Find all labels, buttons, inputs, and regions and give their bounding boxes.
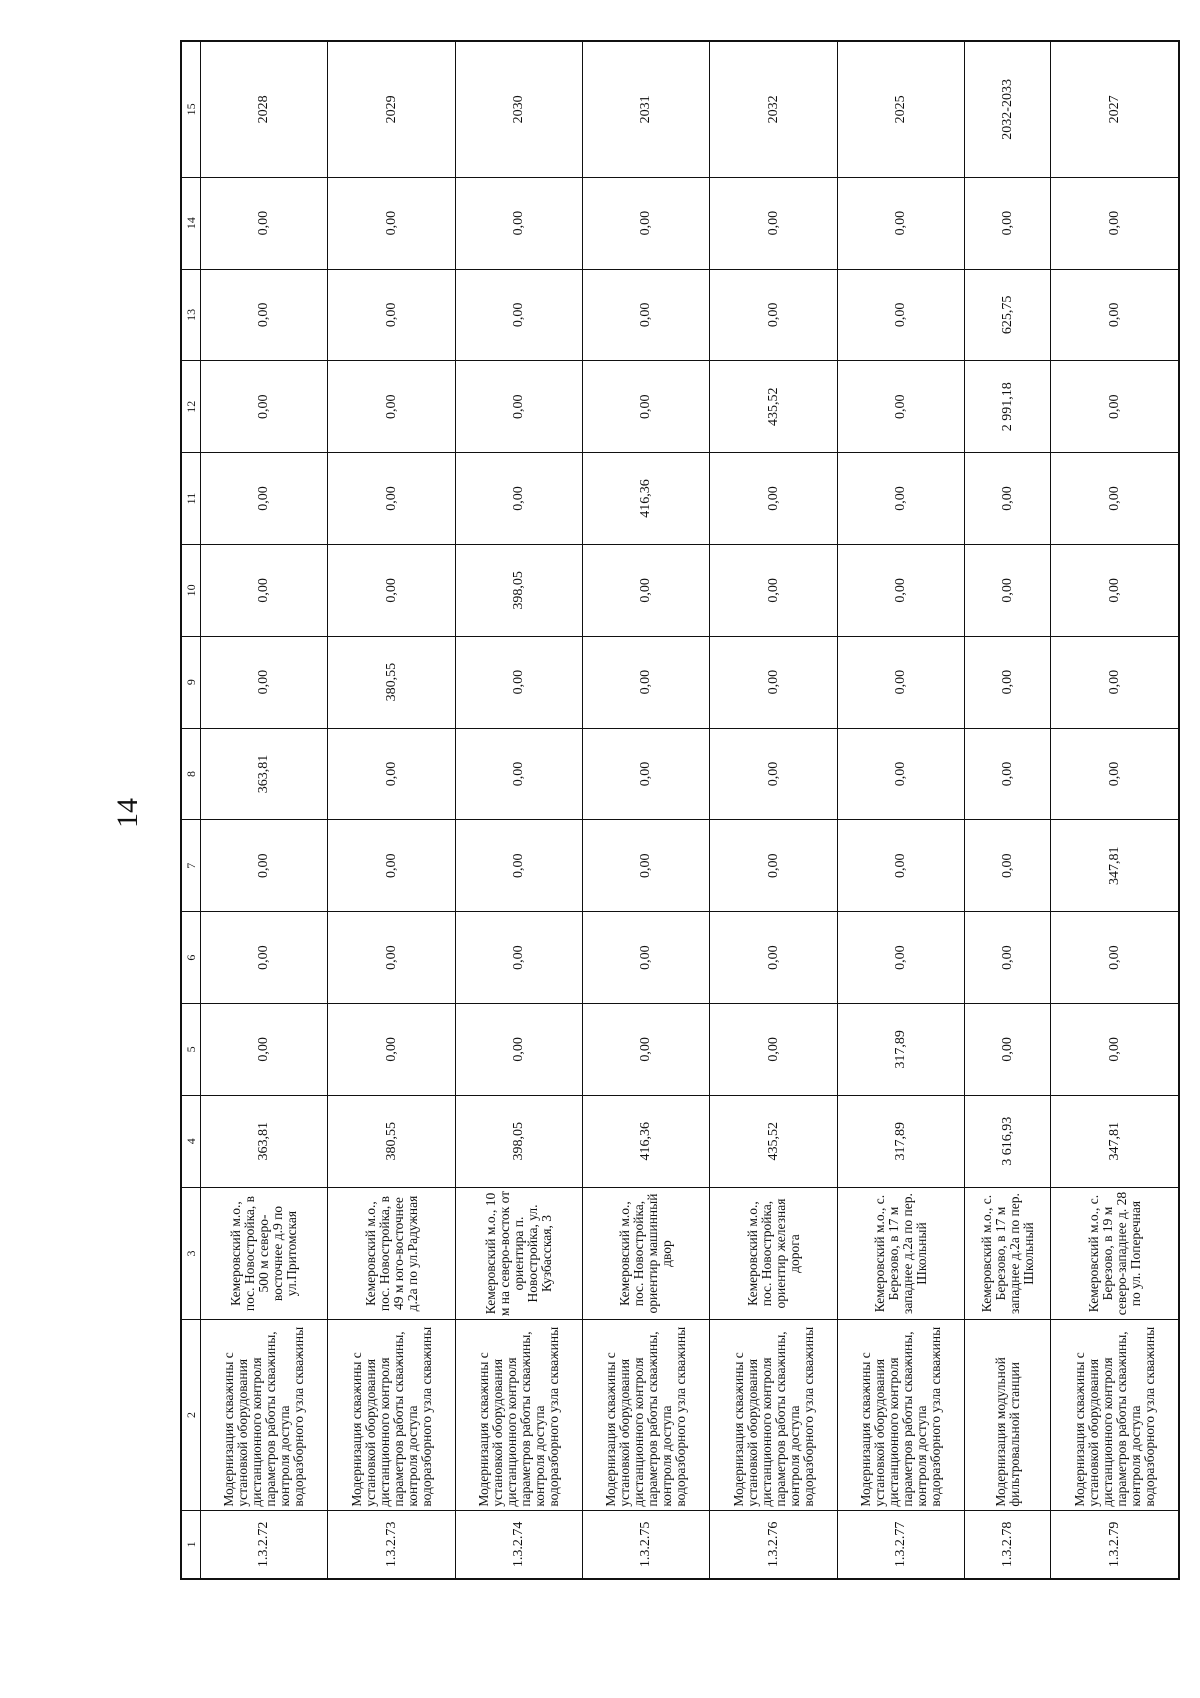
column-header: 5 (181, 1004, 201, 1096)
value-col7: 0,00 (837, 820, 964, 912)
table-row (710, 41, 837, 1579)
table-row (455, 41, 582, 1579)
item-address: Кемеровский м.о., пос. Новостройка, ориентир машинный двор (583, 1187, 710, 1320)
value-col10: 0,00 (965, 544, 1051, 636)
value-col11: 0,00 (710, 453, 837, 545)
column-header: 2 (181, 1320, 201, 1510)
column-header: 15 (181, 41, 201, 177)
item-code: 1.3.2.76 (710, 1510, 837, 1579)
value-col14: 0,00 (455, 177, 582, 269)
table-row (965, 41, 1051, 1579)
implementation-period: 2032 (710, 41, 837, 177)
value-col8: 0,00 (710, 728, 837, 820)
column-header: 11 (181, 453, 201, 545)
item-description: Модернизация модульной фильтровальной станции (965, 1320, 1051, 1510)
table-row (583, 41, 710, 1579)
value-col7: 0,00 (201, 820, 328, 912)
item-description: Модернизация скважины с установкой оборудования дистанционного контроля параметров работы скважины, контроля доступа водоразборного узла скважины (710, 1320, 837, 1510)
value-col8: 0,00 (583, 728, 710, 820)
item-code: 1.3.2.79 (1051, 1510, 1179, 1579)
value-col7: 0,00 (710, 820, 837, 912)
page-number: 14 (111, 798, 144, 828)
value-col7: 0,00 (583, 820, 710, 912)
item-description: Модернизация скважины с установкой оборудования дистанционного контроля параметров работы скважины, контроля доступа водоразборного узла скважины (583, 1320, 710, 1510)
implementation-period: 2031 (583, 41, 710, 177)
implementation-period: 2029 (328, 41, 455, 177)
value-col12: 0,00 (328, 361, 455, 453)
table-row (328, 41, 455, 1579)
total-value: 3 616,93 (965, 1095, 1051, 1187)
item-address: Кемеровский м.о., пос. Новостройка, ориентир железная дорога (710, 1187, 837, 1320)
item-address: Кемеровский м.о., пос. Новостройка, в 49 м юго-восточнее д.2а по ул.Радужная (328, 1187, 455, 1320)
value-col9: 0,00 (455, 636, 582, 728)
value-col12: 2 991,18 (965, 361, 1051, 453)
value-col5: 0,00 (201, 1004, 328, 1096)
value-col6: 0,00 (965, 912, 1051, 1004)
item-description: Модернизация скважины с установкой оборудования дистанционного контроля параметров работы скважины, контроля доступа водоразборного узла скважины (455, 1320, 582, 1510)
item-address: Кемеровский м.о., с. Березово, в 17 м западнее д.2а по пер. Школьный (837, 1187, 964, 1320)
total-value: 380,55 (328, 1095, 455, 1187)
item-address: Кемеровский м.о., с. Березово, в 17 м западнее д.2а по пер. Школьный (965, 1187, 1051, 1320)
value-col11: 0,00 (965, 453, 1051, 545)
value-col5: 0,00 (328, 1004, 455, 1096)
total-value: 317,89 (837, 1095, 964, 1187)
item-code: 1.3.2.77 (837, 1510, 964, 1579)
value-col13: 625,75 (965, 269, 1051, 361)
implementation-period: 2030 (455, 41, 582, 177)
value-col11: 0,00 (201, 453, 328, 545)
value-col7: 0,00 (965, 820, 1051, 912)
item-address: Кемеровский м.о., пос. Новостройка, в 500 м северо-восточнее д.9 по ул.Притомская (201, 1187, 328, 1320)
value-col7: 0,00 (455, 820, 582, 912)
implementation-period: 2027 (1051, 41, 1179, 177)
value-col6: 0,00 (837, 912, 964, 1004)
value-col14: 0,00 (965, 177, 1051, 269)
value-col9: 0,00 (965, 636, 1051, 728)
value-col14: 0,00 (583, 177, 710, 269)
item-description: Модернизация скважины с установкой оборудования дистанционного контроля параметров работы скважины, контроля доступа водоразборного узла скважины (1051, 1320, 1179, 1510)
column-header: 13 (181, 269, 201, 361)
column-header: 10 (181, 544, 201, 636)
value-col5: 0,00 (455, 1004, 582, 1096)
value-col6: 0,00 (1051, 912, 1179, 1004)
item-address: Кемеровский м.о., 10 м на северо-восток от ориентира п. Новостройка, ул. Кузбасская, 3 (455, 1187, 582, 1320)
value-col6: 0,00 (583, 912, 710, 1004)
value-col10: 0,00 (710, 544, 837, 636)
value-col5: 0,00 (583, 1004, 710, 1096)
table-row (837, 41, 964, 1579)
value-col9: 0,00 (837, 636, 964, 728)
column-header: 8 (181, 728, 201, 820)
value-col8: 0,00 (837, 728, 964, 820)
item-code: 1.3.2.74 (455, 1510, 582, 1579)
value-col7: 347,81 (1051, 820, 1179, 912)
value-col5: 0,00 (1051, 1004, 1179, 1096)
value-col8: 0,00 (328, 728, 455, 820)
value-col14: 0,00 (837, 177, 964, 269)
item-code: 1.3.2.78 (965, 1510, 1051, 1579)
header-row (181, 41, 201, 1579)
value-col6: 0,00 (201, 912, 328, 1004)
implementation-period: 2032-2033 (965, 41, 1051, 177)
value-col14: 0,00 (1051, 177, 1179, 269)
total-value: 435,52 (710, 1095, 837, 1187)
value-col10: 0,00 (837, 544, 964, 636)
value-col6: 0,00 (328, 912, 455, 1004)
value-col8: 0,00 (455, 728, 582, 820)
table-body (201, 41, 1180, 1579)
value-col11: 0,00 (328, 453, 455, 545)
value-col9: 0,00 (583, 636, 710, 728)
column-header: 14 (181, 177, 201, 269)
value-col5: 0,00 (965, 1004, 1051, 1096)
value-col10: 0,00 (201, 544, 328, 636)
value-col13: 0,00 (201, 269, 328, 361)
value-col11: 0,00 (1051, 453, 1179, 545)
value-col12: 0,00 (455, 361, 582, 453)
value-col14: 0,00 (328, 177, 455, 269)
value-col13: 0,00 (328, 269, 455, 361)
total-value: 363,81 (201, 1095, 328, 1187)
column-header: 9 (181, 636, 201, 728)
item-description: Модернизация скважины с установкой оборудования дистанционного контроля параметров работы скважины, контроля доступа водоразборного узла скважины (328, 1320, 455, 1510)
value-col13: 0,00 (710, 269, 837, 361)
column-header: 3 (181, 1187, 201, 1320)
value-col12: 0,00 (837, 361, 964, 453)
value-col11: 0,00 (837, 453, 964, 545)
column-header: 1 (181, 1510, 201, 1579)
column-header: 7 (181, 820, 201, 912)
value-col10: 0,00 (583, 544, 710, 636)
column-header: 12 (181, 361, 201, 453)
value-col8: 363,81 (201, 728, 328, 820)
value-col12: 0,00 (1051, 361, 1179, 453)
value-col10: 398,05 (455, 544, 582, 636)
value-col7: 0,00 (328, 820, 455, 912)
column-header: 4 (181, 1095, 201, 1187)
value-col14: 0,00 (710, 177, 837, 269)
investment-table (180, 40, 1180, 1580)
value-col8: 0,00 (1051, 728, 1179, 820)
implementation-period: 2028 (201, 41, 328, 177)
value-col12: 435,52 (710, 361, 837, 453)
item-code: 1.3.2.75 (583, 1510, 710, 1579)
value-col13: 0,00 (1051, 269, 1179, 361)
item-code: 1.3.2.72 (201, 1510, 328, 1579)
value-col13: 0,00 (837, 269, 964, 361)
value-col14: 0,00 (201, 177, 328, 269)
value-col9: 0,00 (710, 636, 837, 728)
total-value: 416,36 (583, 1095, 710, 1187)
table-row (201, 41, 328, 1579)
implementation-period: 2025 (837, 41, 964, 177)
value-col9: 0,00 (1051, 636, 1179, 728)
value-col10: 0,00 (1051, 544, 1179, 636)
item-address: Кемеровский м.о., с. Березово, в 19 м северо-западнее д. 28 по ул. Поперечная (1051, 1187, 1179, 1320)
value-col11: 416,36 (583, 453, 710, 545)
item-code: 1.3.2.73 (328, 1510, 455, 1579)
column-header: 6 (181, 912, 201, 1004)
value-col10: 0,00 (328, 544, 455, 636)
value-col6: 0,00 (455, 912, 582, 1004)
value-col13: 0,00 (455, 269, 582, 361)
value-col11: 0,00 (455, 453, 582, 545)
value-col5: 317,89 (837, 1004, 964, 1096)
value-col9: 0,00 (201, 636, 328, 728)
value-col8: 0,00 (965, 728, 1051, 820)
item-description: Модернизация скважины с установкой оборудования дистанционного контроля параметров работы скважины, контроля доступа водоразборного узла скважины (837, 1320, 964, 1510)
rotated-table-wrapper (180, 40, 1180, 1580)
value-col9: 380,55 (328, 636, 455, 728)
total-value: 347,81 (1051, 1095, 1179, 1187)
value-col13: 0,00 (583, 269, 710, 361)
table-row (1051, 41, 1179, 1579)
total-value: 398,05 (455, 1095, 582, 1187)
value-col12: 0,00 (583, 361, 710, 453)
value-col12: 0,00 (201, 361, 328, 453)
value-col5: 0,00 (710, 1004, 837, 1096)
value-col6: 0,00 (710, 912, 837, 1004)
item-description: Модернизация скважины с установкой оборудования дистанционного контроля параметров работы скважины, контроля доступа водоразборного узла скважины (201, 1320, 328, 1510)
